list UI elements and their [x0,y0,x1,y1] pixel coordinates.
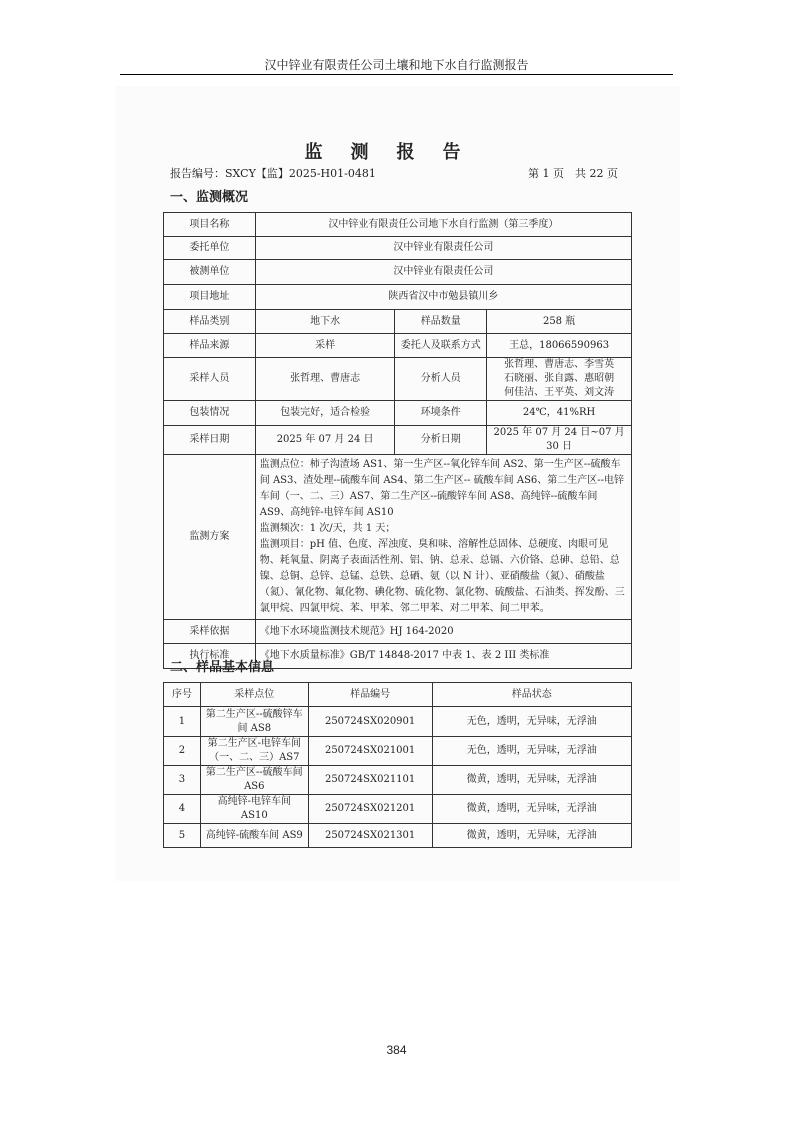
location-cell: 第二生产区--硫酸车间 AS6 [200,766,308,795]
value: 24℃，41%RH [487,401,632,426]
report-number: 报告编号：SXCY【监】2025-H01-0481 [170,167,376,180]
table-row [164,766,632,795]
label: 项目地址 [164,285,256,310]
column-header: 序号 [164,683,201,707]
label: 委托人及联系方式 [395,334,487,358]
table-row [164,824,632,848]
value: 2025 年 07 月 24 日~07 月 30 日 [487,426,632,455]
label: 委托单位 [164,237,256,260]
value: 包装完好，适合检验 [255,401,395,426]
section-title-samples: 二、样品基本信息 [170,660,275,675]
column-header: 采样点位 [200,683,308,707]
value: 汉中锌业有限责任公司 [255,260,631,285]
location-cell: 第二生产区-电锌车间（一、二、三）AS7 [200,737,308,766]
label: 采样日期 [164,426,256,455]
label: 样品数量 [395,310,487,334]
table-row [164,795,632,824]
location-cell: 高纯锌-电锌车间 AS10 [200,795,308,824]
overview-table [163,212,632,669]
table-row [164,707,632,737]
plan-points: 监测点位：柿子沟渣场 AS1、第一生产区--氧化锌车间 AS2、第一生产区--硫酸车间 AS3、渣处理--硫酸车间 AS4、第二生产区-- 硫酸车间 AS6、第二生产区--电锌车间（一、二、三）AS7、第二生产区--硫酸锌车间 AS8、高纯锌--硫酸车间 AS9、高纯锌-电锌车间 AS10 [259,459,625,518]
label: 项目名称 [164,213,256,237]
status-cell: 微黄，透明，无异味，无浮油 [432,795,631,824]
seq-cell: 3 [164,766,201,795]
sample-id-cell: 250724SX021201 [308,795,432,824]
label: 采样依据 [164,620,256,644]
sample-id-cell: 250724SX021001 [308,737,432,766]
running-header: 汉中锌业有限责任公司土壤和地下水自行监测报告 [264,58,529,72]
plan-frequency: 监测频次：1 次/天，共 1 天； [259,523,396,534]
sample-id-cell: 250724SX021101 [308,766,432,795]
label: 分析日期 [395,426,487,455]
table-row [164,737,632,766]
status-cell: 无色，透明，无异味，无浮油 [432,737,631,766]
value: 《地下水质量标准》GB/T 14848-2017 中表 1、表 2 III 类标准 [255,644,631,669]
label: 采样人员 [164,358,256,401]
label: 环境条件 [395,401,487,426]
samples-table [163,682,632,848]
column-header: 样品编号 [308,683,432,707]
sample-id-cell: 250724SX021301 [308,824,432,848]
status-cell: 微黄，透明，无异味，无浮油 [432,766,631,795]
label: 样品类别 [164,310,256,334]
value: 地下水 [255,310,395,334]
plan-items: 监测项目：pH 值、色度、浑浊度、臭和味、溶解性总固体、总硬度、肉眼可见物、耗氧量、阴离子表面活性剂、铝、钠、总汞、总镉、六价铬、总砷、总铅、总镍、总铜、总锌、总锰、总铁、总硒、氨（以 N 计）、亚硝酸盐（氮）、硝酸盐（氮）、氰化物、氟化物、碘化物、硫化物、氯化物、硫酸盐、石油类、挥发酚、三氯甲烷、四氯甲烷、苯、甲苯、邻二甲苯、对二甲苯、间二甲苯。 [259,539,625,614]
value: 王总，18066590963 [487,334,632,358]
value: 陕西省汉中市勉县镇川乡 [255,285,631,310]
analyst-line: 石晓丽、张自露、惠昭朝 [504,373,615,384]
status-cell: 无色，透明，无异味，无浮油 [432,707,631,737]
column-header: 样品状态 [432,683,631,707]
report-title: 监测报告 [304,142,489,163]
value: 张哲理、曹唐志 [255,358,395,401]
header-rule [120,74,673,75]
location-cell: 高纯锌-硫酸车间 AS9 [200,824,308,848]
seq-cell: 2 [164,737,201,766]
seq-cell: 4 [164,795,201,824]
label: 包装情况 [164,401,256,426]
analyst-line: 张哲理、曹唐志、李雪英 [504,359,615,370]
seq-cell: 5 [164,824,201,848]
value: 采样 [255,334,395,358]
section-title-overview: 一、监测概况 [170,190,249,205]
value: 2025 年 07 月 24 日 [255,426,395,455]
value: 汉中锌业有限责任公司 [255,237,631,260]
page-info: 第 1 页 共 22 页 [528,167,618,180]
label: 监测方案 [164,455,256,620]
value: 《地下水环境监测技术规范》HJ 164-2020 [255,620,631,644]
label: 样品来源 [164,334,256,358]
analysts-value [487,358,632,401]
label: 执行标准 [164,644,256,669]
analyst-line: 何佳洁、王平英、刘文涛 [504,387,615,398]
value: 汉中锌业有限责任公司地下水自行监测（第三季度） [255,213,631,237]
label: 被测单位 [164,260,256,285]
seq-cell: 1 [164,707,201,737]
plan-value [255,455,631,620]
value: 258 瓶 [487,310,632,334]
label: 分析人员 [395,358,487,401]
status-cell: 微黄，透明，无异味，无浮油 [432,824,631,848]
location-cell: 第二生产区--硫酸锌车间 AS8 [200,707,308,737]
sample-id-cell: 250724SX020901 [308,707,432,737]
page-number: 384 [386,1043,407,1057]
